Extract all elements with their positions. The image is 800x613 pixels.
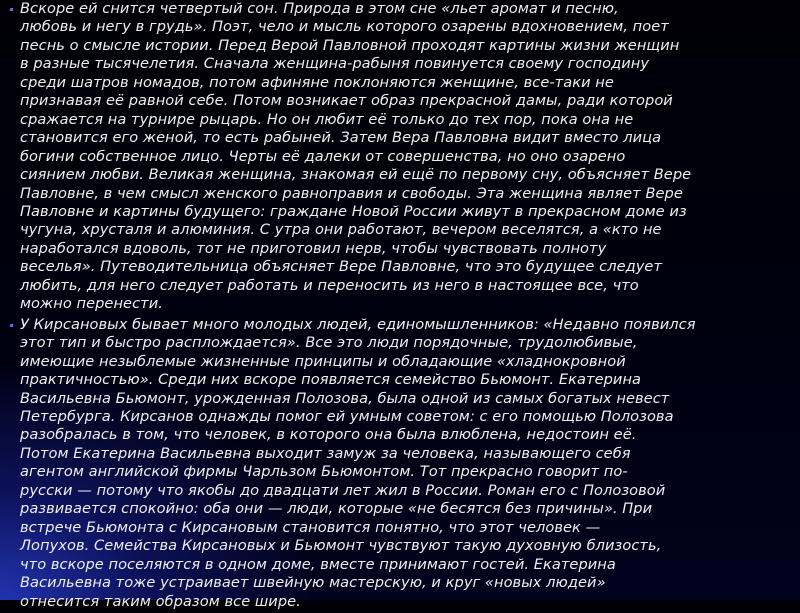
text-line: любить, для него следует работать и переносить из него в настоящее все, что — [20, 276, 639, 294]
text-line: отнесится таким образом все шире. — [20, 592, 301, 610]
text-line: разобралась в том, что человек, в которого она была влюблена, недостоин её. — [20, 426, 637, 444]
text-line: в разные тысячелетия. Сначала женщина-рабыня повинуется своему господину — [20, 55, 650, 73]
paragraph — [10, 0, 790, 314]
text-line: сиянием любви. Великая женщина, знакомая ей ещё по первому сну, объясняет Вере — [20, 166, 692, 184]
text-line: признавая её равной себе. Потом возникает образ прекрасной дамы, ради которой — [20, 92, 673, 110]
text-line: среди шатров номадов, потом афиняне поклоняются женщине, все-таки не — [20, 73, 614, 91]
text-line: веселья». Путеводительница объясняет Вере Павловне, что это будущее следует — [20, 258, 663, 276]
text-line: встрече Бьюмонта с Кирсановым становится понятно, что этот человек — — [20, 518, 601, 536]
text-line: У Кирсановых бывает много молодых людей, единомышленников: «Недавно появился — [20, 315, 696, 333]
text-line: песнь о смысле истории. Перед Верой Павловной проходят картины жизни женщин — [20, 36, 680, 54]
text-line: Лопухов. Семейства Кирсановых и Бьюмонт чувствуют такую духовную близость, — [20, 537, 662, 555]
text-line: Васильевна Бьюмонт, урожденная Полозова, была одной из самых богатых невест — [20, 389, 670, 407]
text-line: Вскоре ей снится четвертый сон. Природа в этом сне «льет аромат и песню, — [20, 0, 619, 17]
text-line: наработался вдоволь, тот не приготовил нерв, чтобы чувствовать полноту — [20, 239, 607, 257]
text-line: русски — потому что якобы до двадцати лет жил в России. Роман его с Полозовой — [20, 481, 666, 499]
text-line: сражается на турнире рыцарь. Но он любит её только до тех пор, пока она не — [20, 110, 634, 128]
text-line: богини собственное лицо. Черты её далеки от совершенства, но оно озарено — [20, 147, 626, 165]
text-line: можно перенести. — [20, 295, 163, 313]
text-line: Петербурга. Кирсанов однажды помог ей умным советом: с его помощью Полозова — [20, 407, 674, 425]
text-line: Потом Екатерина Васильевна выходит замуж за человека, называющего себя — [20, 444, 631, 462]
text-line: что вскоре поселяются в одном доме, вместе принимают гостей. Екатерина — [20, 555, 616, 573]
text-line: агентом английской фирмы Чарльзом Бьюмонтом. Тот прекрасно говорит по- — [20, 463, 628, 481]
text-body — [10, 0, 790, 613]
text-line: этот тип и быстро расплождается». Все это люди порядочные, трудолюбивые, — [20, 334, 638, 352]
text-line: имеющие незыблемые жизненные принципы и обладающие «хладнокровной — [20, 352, 626, 370]
text-line: Павловне и картины будущего: граждане Новой России живут в прекрасном доме из — [20, 202, 687, 220]
paragraph — [10, 316, 790, 611]
text-line: чугуна, хрусталя и алюминия. С утра они работают, вечером веселятся, а «кто не — [20, 221, 662, 239]
text-line: Васильевна тоже устраивает швейную мастерскую, и круг «новых людей» — [20, 574, 606, 592]
text-line: любовь и негу в грудь». Поэт, чело и мысль которого озарены вдохновением, поет — [20, 18, 669, 36]
text-line: практичностью». Среди них вскоре появляется семейство Бьюмонт. Екатерина — [20, 371, 642, 389]
text-line: Павловне, в чем смысл женского равноправия и свободы. Эта женщина являет Вере — [20, 184, 683, 202]
text-line: становится его женой, то есть рабыней. Затем Вера Павловна видит вместо лица — [20, 129, 662, 147]
text-line: развивается спокойно: оба они — люди, которые «не бесятся без причины». При — [20, 500, 653, 518]
